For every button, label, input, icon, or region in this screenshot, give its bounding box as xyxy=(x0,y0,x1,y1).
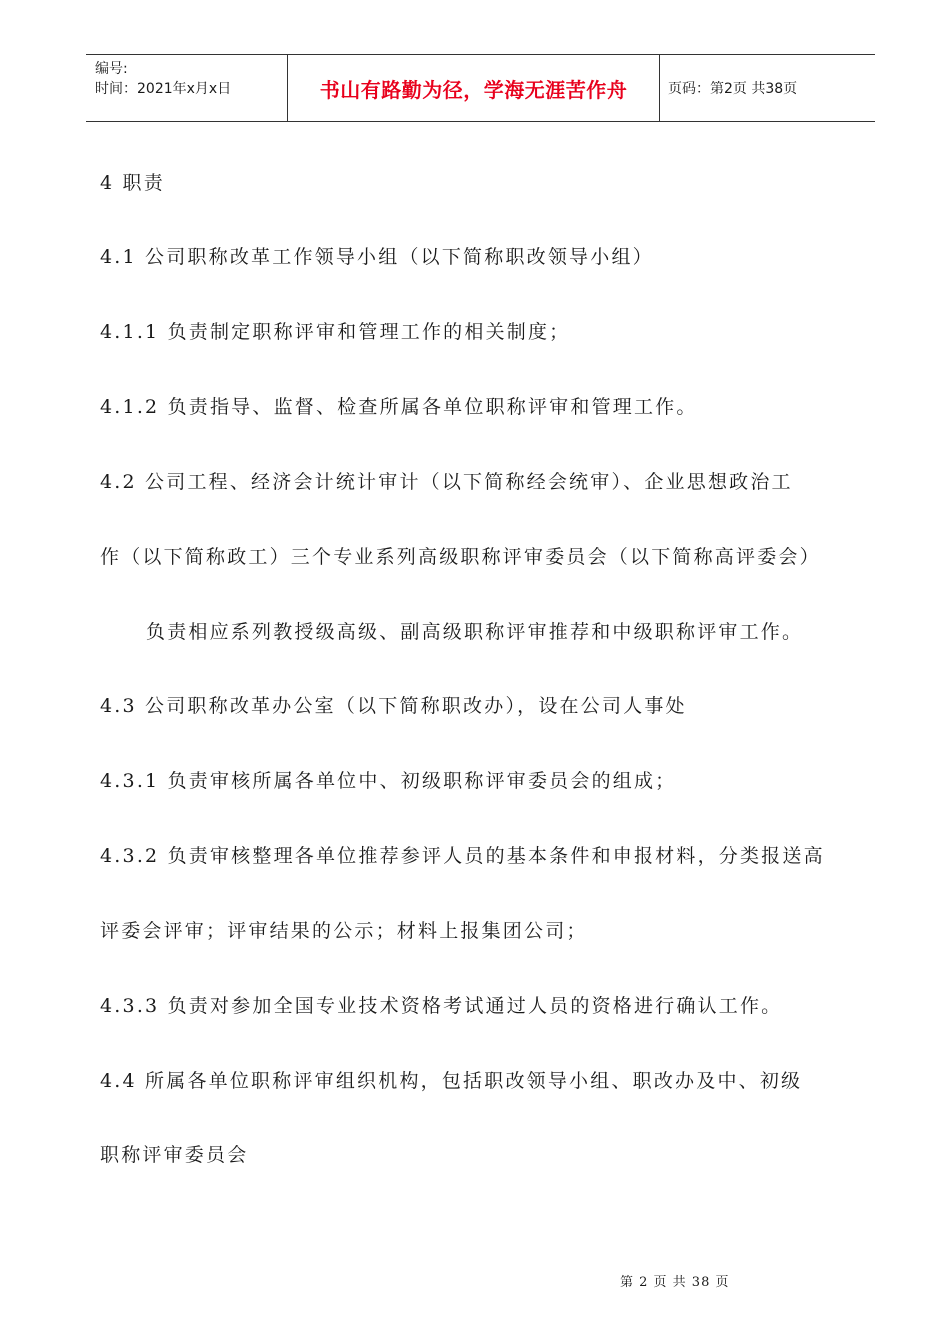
paragraph-line: 4.2 公司工程、经济会计统计审计（以下简称经会统审）、企业思想政治工 xyxy=(100,471,793,493)
paragraph-line: 4.3 公司职称改革办公室（以下简称职改办），设在公司人事处 xyxy=(100,695,687,717)
paragraph-line: 4.3.1 负责审核所属各单位中、初级职称评审委员会的组成； xyxy=(100,770,677,792)
paragraph-line: 职称评审委员会 xyxy=(100,1144,249,1166)
paragraph-line: 4.1 公司职称改革工作领导小组（以下简称职改领导小组） xyxy=(100,246,654,268)
time-label: 时间：2021年x月x日 xyxy=(95,81,232,97)
header-motto-cell xyxy=(288,55,660,121)
paragraph-line: 评委会评审；评审结果的公示；材料上报集团公司； xyxy=(100,920,588,942)
paragraph-line: 4.1.1 负责制定职称评审和管理工作的相关制度； xyxy=(100,321,571,343)
serial-label: 编号: xyxy=(95,61,128,77)
page-header xyxy=(86,54,875,122)
paragraph-line: 4.3.2 负责审核整理各单位推荐参评人员的基本条件和申报材料，分类报送高 xyxy=(100,845,825,867)
header-page-cell xyxy=(660,55,875,121)
paragraph-line: 负责相应系列教授级高级、副高级职称评审推荐和中级职称评审工作。 xyxy=(146,621,804,643)
page-number-label: 页码：第2页 共38页 xyxy=(668,81,798,97)
section-heading: 4 职责 xyxy=(100,172,165,194)
paragraph-line: 4.3.3 负责对参加全国专业技术资格考试通过人员的资格进行确认工作。 xyxy=(100,995,783,1017)
page-footer: 第 2 页 共 38 页 xyxy=(620,1275,730,1290)
motto-text: 书山有路勤为径，学海无涯苦作舟 xyxy=(319,77,628,102)
paragraph-line: 4.1.2 负责指导、监督、检查所属各单位职称评审和管理工作。 xyxy=(100,396,698,418)
paragraph-line: 4.4 所属各单位职称评审组织机构，包括职改领导小组、职改办及中、初级 xyxy=(100,1070,803,1092)
paragraph-line: 作（以下简称政工）三个专业系列高级职称评审委员会（以下简称高评委会） xyxy=(100,546,821,568)
header-meta-cell xyxy=(86,55,288,121)
